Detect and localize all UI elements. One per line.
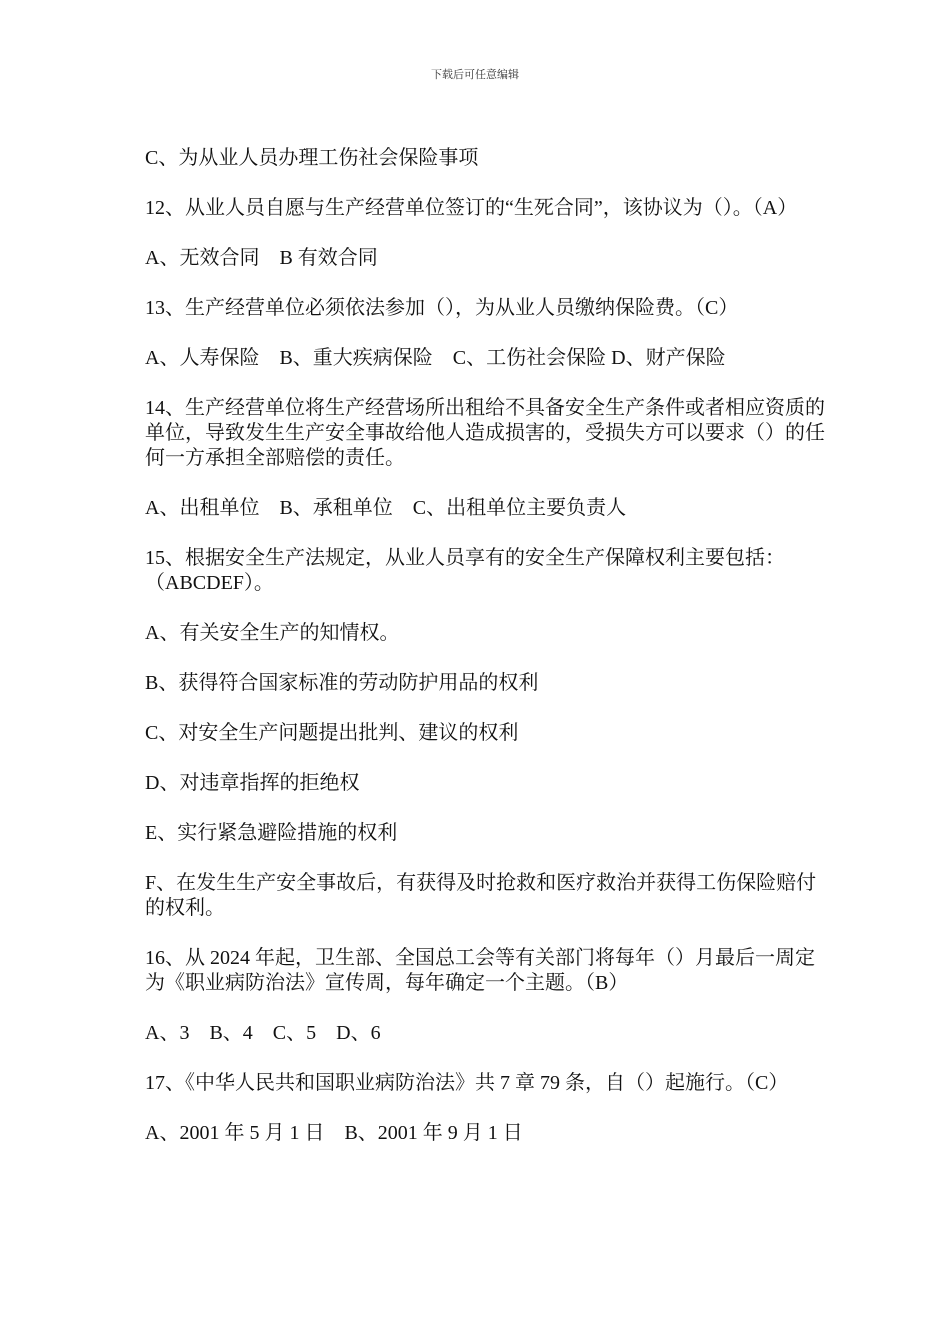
- options-12: A、无效合同 B 有效合同: [145, 247, 378, 269]
- options-13: A、人寿保险 B、重大疾病保险 C、工伤社会保险 D、财产保险: [145, 347, 726, 369]
- option-15-d: D、对违章指挥的拒绝权: [145, 772, 360, 794]
- option-15-b: B、获得符合国家标准的劳动防护用品的权利: [145, 672, 539, 694]
- question-17: 17、《中华人民共和国职业病防治法》共 7 章 79 条，自（）起施行。（C）: [145, 1072, 789, 1094]
- question-13: 13、生产经营单位必须依法参加（），为从业人员缴纳保险费。（C）: [145, 297, 739, 319]
- page-header: 下载后可任意编辑: [431, 68, 519, 81]
- option-15-f: F、在发生生产安全事故后，有获得及时抢救和医疗救治并获得工伤保险赔付的权利。: [145, 872, 817, 919]
- options-14: A、出租单位 B、承租单位 C、出租单位主要负责人: [145, 497, 627, 519]
- question-15: 15、根据安全生产法规定，从业人员享有的安全生产保障权利主要包括：（ABCDEF）。: [145, 547, 785, 594]
- option-15-e: E、实行紧急避险措施的权利: [145, 822, 398, 844]
- options-16: A、3 B、4 C、5 D、6: [145, 1022, 381, 1044]
- option-15-a: A、有关安全生产的知情权。: [145, 622, 400, 644]
- document-body: [145, 146, 825, 1171]
- option-line: C、为从业人员办理工伤社会保险事项: [145, 147, 479, 169]
- option-15-c: C、对安全生产问题提出批判、建议的权利: [145, 722, 519, 744]
- question-14: 14、生产经营单位将生产经营场所出租给不具备安全生产条件或者相应资质的单位，导致发生生产安全事故给他人造成损害的，受损失方可以要求（）的任何一方承担全部赔偿的责任。: [145, 397, 825, 469]
- question-16: 16、从 2024 年起，卫生部、全国总工会等有关部门将每年（）月最后一周定为《职业病防治法》宣传周，每年确定一个主题。（B）: [145, 947, 815, 994]
- question-12: 12、从业人员自愿与生产经营单位签订的“生死合同”，该协议为（）。（A）: [145, 197, 798, 219]
- options-17: A、2001 年 5 月 1 日 B、2001 年 9 月 1 日: [145, 1122, 523, 1144]
